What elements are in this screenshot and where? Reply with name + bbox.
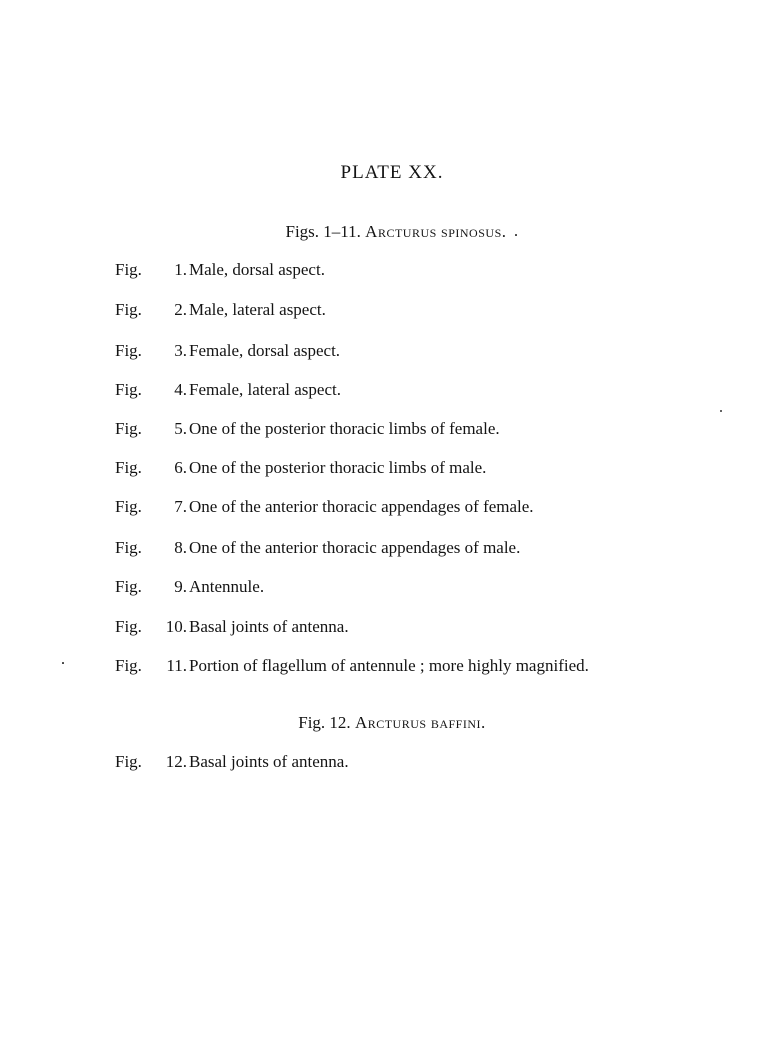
figure-label: Fig.: [115, 617, 142, 636]
figure-description: Portion of flagellum of antennule ; more highly magnified.: [189, 656, 589, 675]
figure-entry: [115, 341, 340, 363]
figure-label: Fig.: [115, 380, 142, 399]
figure-label: Fig.: [115, 419, 142, 438]
print-speck: [515, 234, 517, 236]
figure-label: Fig.: [115, 538, 142, 557]
figure-entry: [115, 752, 349, 774]
figure-entry: [115, 419, 500, 441]
figure-label: Fig.: [115, 260, 142, 279]
section-prefix: Fig. 12.: [298, 713, 351, 732]
figure-entry: [115, 300, 326, 322]
figure-entry: [115, 380, 341, 402]
figure-label: Fig.: [115, 300, 142, 319]
section-genus: Arcturus: [354, 713, 427, 732]
section-heading-baffini: [0, 713, 776, 733]
figure-label: Fig.: [115, 752, 142, 771]
figure-number: 1.: [174, 260, 187, 279]
figure-number: 12.: [165, 752, 187, 771]
figure-description: Male, lateral aspect.: [189, 300, 326, 319]
figure-label: Fig.: [115, 577, 142, 596]
figure-description: Basal joints of antenna.: [189, 752, 349, 771]
figure-description: Male, dorsal aspect.: [189, 260, 325, 279]
figure-description: Antennule.: [189, 577, 265, 596]
figure-description: One of the posterior thoracic limbs of female.: [189, 419, 500, 438]
figure-entry: [115, 617, 349, 639]
print-speck: [62, 662, 64, 664]
figure-number: 11.: [166, 656, 187, 675]
figure-number: 2.: [174, 300, 187, 319]
figure-number: 4.: [174, 380, 187, 399]
figure-number: 6.: [174, 458, 187, 477]
plate-title: PLATE XX.: [340, 162, 444, 183]
section-species: baffini.: [430, 713, 486, 732]
figure-label: Fig.: [115, 341, 142, 360]
section-genus: Arcturus: [365, 222, 437, 241]
figure-label: Fig.: [115, 497, 142, 516]
print-speck: [720, 410, 722, 412]
figure-number: 7.: [174, 497, 187, 516]
figure-number: 5.: [174, 419, 187, 438]
figure-description: Female, lateral aspect.: [189, 380, 341, 399]
figure-entry: [115, 458, 486, 480]
figure-description: Basal joints of antenna.: [189, 617, 349, 636]
figure-entry: [115, 497, 534, 519]
figure-label: Fig.: [115, 458, 142, 477]
figure-description: Female, dorsal aspect.: [189, 341, 341, 360]
figure-number: 8.: [174, 538, 187, 557]
section-species: spinosus.: [441, 222, 507, 241]
figure-description: One of the anterior thoracic appendages of female.: [189, 497, 534, 516]
section-prefix: Figs. 1–11.: [285, 222, 361, 241]
section-heading-spinosus: [0, 222, 776, 242]
figure-number: 3.: [174, 341, 187, 360]
figure-label: Fig.: [115, 656, 142, 675]
figure-number: 9.: [174, 577, 187, 596]
figure-number: 10.: [165, 617, 187, 636]
figure-entry: [115, 538, 520, 560]
figure-description: One of the anterior thoracic appendages of male.: [189, 538, 521, 557]
figure-entry: [115, 260, 325, 282]
figure-entry: [115, 577, 264, 599]
figure-description: One of the posterior thoracic limbs of male.: [189, 458, 487, 477]
figure-entry: [115, 656, 589, 678]
